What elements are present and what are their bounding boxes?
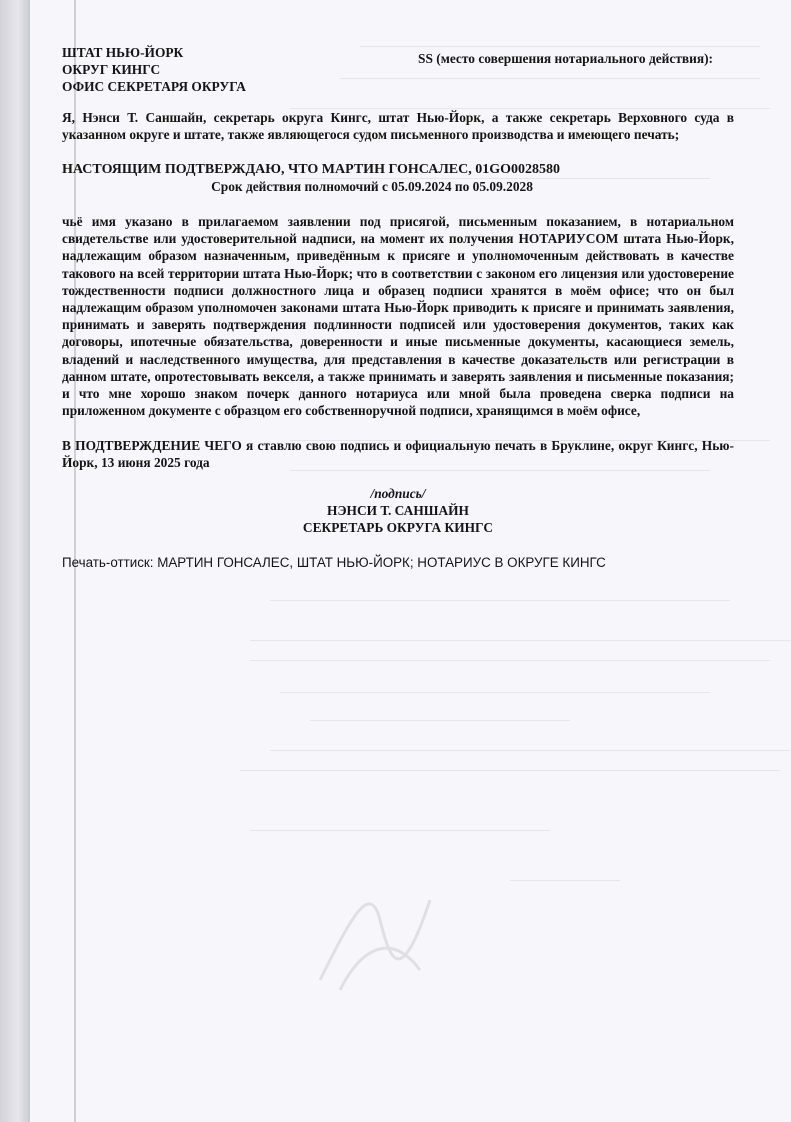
show-through-signature	[310, 860, 450, 1000]
body-paragraph: чьё имя указано в прилагаемом заявлении под присягой, письменным показанием, в нотариальном свидетельстве или удостоверительной надписи, на момент их получения НОТАРИУСОМ штата Нью-Йорк, надлежащим образом назначенным, приведённым к присяге и уполномоченным действовать в качестве такового на всей территории штата Нью-Йорк; что в соответствии с законом его лицензия или удостоверение тождественности подписи должностного лица и образец подписи хранятся в моём офисе; что он был надлежащим образом уполномочен законами штата Нью-Йорк приводить к присяге и принимать заявления, принимать и заверять подтверждения подлинности подписей или удостоверения документов, таких как договоры, ипотечные обязательства, доверенности и иные письменные документы, касающиеся земель, владений и наследственного имущества, для представления в качестве доказательств или регистрации в данном штате, опротестовывать векселя, а также принимать и заверять заявления и письменные показания; и что мне хорошо знаком почерк данного нотариуса или мной была проведена сверка подписи на приложенном документе с образцом его собственноручной подписи, хранящимся в моём офисе,	[62, 214, 734, 419]
signer-name: НЭНСИ Т. САНШАЙН	[327, 503, 469, 519]
seal-note: Печать-оттиск: МАРТИН ГОНСАЛЕС, ШТАТ НЬЮ-ЙОРК; НОТАРИУС В ОКРУГЕ КИНГС	[62, 555, 606, 571]
header-state: ШТАТ НЬЮ-ЙОРК	[62, 45, 184, 60]
document-header	[62, 44, 734, 95]
left-page-edge	[0, 0, 30, 1122]
certificate-content	[62, 44, 734, 571]
header-county: ОКРУГ КИНГС	[62, 62, 161, 77]
certify-line: НАСТОЯЩИМ ПОДТВЕРЖДАЮ, ЧТО МАРТИН ГОНСАЛЕС, 01GO0028580	[62, 162, 560, 177]
signature-block	[62, 485, 734, 536]
signature-mark: /подпись/	[370, 486, 426, 502]
witness-paragraph: В ПОДТВЕРЖДЕНИЕ ЧЕГО я ставлю свою подпись и официальную печать в Бруклине, округ Кингс, Нью-Йорк, 13 июня 2025 года	[62, 438, 734, 471]
intro-paragraph: Я, Нэнси Т. Саншайн, секретарь округа Кингс, штат Нью-Йорк, а также секретарь Верховного суда в указанном округе и штате, также являющегося судом письменного производства и имеющего печать;	[62, 110, 734, 142]
commission-term: Срок действия полномочий с 05.09.2024 по 05.09.2028	[211, 179, 533, 194]
header-office: ОФИС СЕКРЕТАРЯ ОКРУГА	[62, 79, 246, 94]
signer-title: СЕКРЕТАРЬ ОКРУГА КИНГС	[302, 520, 494, 536]
header-venue: SS (место совершения нотариального действия):	[418, 51, 714, 66]
